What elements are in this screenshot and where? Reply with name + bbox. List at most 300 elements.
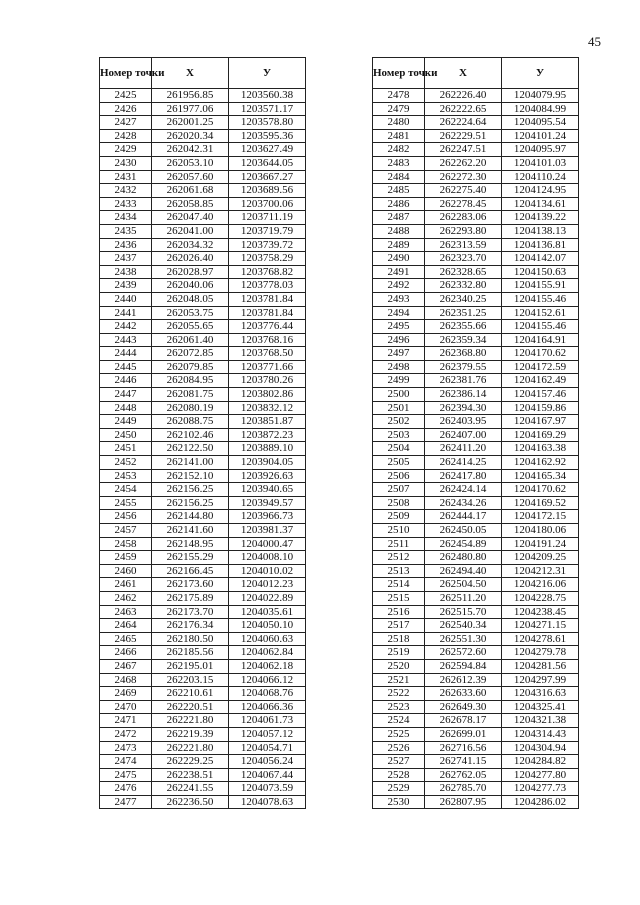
- cell-point-number: 2445: [100, 360, 152, 374]
- cell-x: 262515.70: [425, 605, 502, 619]
- table-row: [373, 374, 579, 388]
- table-row: [100, 755, 306, 769]
- cell-y: 1204012.23: [229, 578, 306, 592]
- cell-y: 1203966.73: [229, 510, 306, 524]
- cell-point-number: 2511: [373, 537, 425, 551]
- table-row: [373, 170, 579, 184]
- table-row: [100, 727, 306, 741]
- cell-x: 262155.29: [152, 551, 229, 565]
- table-row: [373, 551, 579, 565]
- cell-y: 1204157.46: [502, 388, 579, 402]
- cell-point-number: 2506: [373, 469, 425, 483]
- table-row: [100, 388, 306, 402]
- cell-x: 262262.20: [425, 156, 502, 170]
- cell-x: 262551.30: [425, 632, 502, 646]
- cell-x: 262741.15: [425, 755, 502, 769]
- cell-x: 262275.40: [425, 184, 502, 198]
- cell-point-number: 2508: [373, 496, 425, 510]
- cell-x: 262407.00: [425, 428, 502, 442]
- table-row: [373, 687, 579, 701]
- cell-point-number: 2476: [100, 782, 152, 796]
- table-row: [373, 211, 579, 225]
- table-row: [100, 102, 306, 116]
- table-row: [100, 673, 306, 687]
- cell-y: 1203739.72: [229, 238, 306, 252]
- table-row: [100, 360, 306, 374]
- cell-y: 1204139.22: [502, 211, 579, 225]
- cell-y: 1204057.12: [229, 727, 306, 741]
- table-row: [100, 632, 306, 646]
- cell-x: 262323.70: [425, 252, 502, 266]
- cell-x: 262411.20: [425, 442, 502, 456]
- cell-x: 262241.55: [152, 782, 229, 796]
- cell-point-number: 2431: [100, 170, 152, 184]
- cell-y: 1204061.73: [229, 714, 306, 728]
- cell-y: 1203926.63: [229, 469, 306, 483]
- cell-y: 1204095.97: [502, 143, 579, 157]
- cell-y: 1204209.25: [502, 551, 579, 565]
- cell-point-number: 2468: [100, 673, 152, 687]
- table-row: [373, 632, 579, 646]
- cell-point-number: 2510: [373, 524, 425, 538]
- cell-x: 262122.50: [152, 442, 229, 456]
- cell-y: 1203949.57: [229, 496, 306, 510]
- cell-point-number: 2448: [100, 401, 152, 415]
- cell-point-number: 2530: [373, 795, 425, 809]
- cell-y: 1204101.24: [502, 129, 579, 143]
- cell-x: 262424.14: [425, 483, 502, 497]
- cell-y: 1203644.05: [229, 156, 306, 170]
- cell-y: 1204321.38: [502, 714, 579, 728]
- cell-y: 1203981.37: [229, 524, 306, 538]
- cell-y: 1203832.12: [229, 401, 306, 415]
- header-x: Х: [425, 58, 502, 89]
- cell-point-number: 2496: [373, 333, 425, 347]
- cell-point-number: 2426: [100, 102, 152, 116]
- cell-point-number: 2465: [100, 632, 152, 646]
- cell-point-number: 2456: [100, 510, 152, 524]
- table-row: [100, 483, 306, 497]
- cell-x: 262028.97: [152, 265, 229, 279]
- table-row: [100, 224, 306, 238]
- cell-x: 262058.85: [152, 197, 229, 211]
- table-row: [373, 428, 579, 442]
- cell-y: 1203768.82: [229, 265, 306, 279]
- cell-y: 1204155.46: [502, 292, 579, 306]
- cell-x: 262055.65: [152, 320, 229, 334]
- cell-x: 262222.65: [425, 102, 502, 116]
- cell-x: 262048.05: [152, 292, 229, 306]
- table-row: [100, 700, 306, 714]
- cell-x: 262444.17: [425, 510, 502, 524]
- table-row: [373, 741, 579, 755]
- cell-point-number: 2430: [100, 156, 152, 170]
- table-row: [100, 687, 306, 701]
- cell-x: 262001.25: [152, 116, 229, 130]
- cell-x: 262480.80: [425, 551, 502, 565]
- cell-x: 262084.95: [152, 374, 229, 388]
- cell-point-number: 2475: [100, 768, 152, 782]
- cell-x: 262403.95: [425, 415, 502, 429]
- cell-x: 262219.39: [152, 727, 229, 741]
- table-row: [100, 333, 306, 347]
- cell-x: 262807.95: [425, 795, 502, 809]
- cell-x: 262173.70: [152, 605, 229, 619]
- cell-point-number: 2504: [373, 442, 425, 456]
- cell-y: 1204277.73: [502, 782, 579, 796]
- cell-x: 262210.61: [152, 687, 229, 701]
- table-row: [100, 714, 306, 728]
- cell-x: 262041.00: [152, 224, 229, 238]
- cell-y: 1204152.61: [502, 306, 579, 320]
- table-row: [373, 510, 579, 524]
- cell-y: 1204138.13: [502, 224, 579, 238]
- cell-y: 1203802.86: [229, 388, 306, 402]
- cell-y: 1203904.05: [229, 456, 306, 470]
- cell-x: 262141.60: [152, 524, 229, 538]
- cell-y: 1203595.36: [229, 129, 306, 143]
- table-row: [100, 306, 306, 320]
- coordinates-table-right: [372, 57, 579, 809]
- cell-point-number: 2449: [100, 415, 152, 429]
- cell-y: 1204155.91: [502, 279, 579, 293]
- table-row: [373, 537, 579, 551]
- cell-y: 1204286.02: [502, 795, 579, 809]
- table-row: [373, 184, 579, 198]
- cell-x: 262185.56: [152, 646, 229, 660]
- cell-y: 1204110.24: [502, 170, 579, 184]
- cell-y: 1203780.26: [229, 374, 306, 388]
- cell-point-number: 2503: [373, 428, 425, 442]
- cell-point-number: 2488: [373, 224, 425, 238]
- table-row: [100, 374, 306, 388]
- cell-y: 1204278.61: [502, 632, 579, 646]
- cell-y: 1204050.10: [229, 619, 306, 633]
- table-row: [373, 795, 579, 809]
- table-row: [100, 415, 306, 429]
- table-row: [373, 292, 579, 306]
- cell-point-number: 2524: [373, 714, 425, 728]
- cell-y: 1203667.27: [229, 170, 306, 184]
- cell-x: 262649.30: [425, 700, 502, 714]
- table-row: [373, 197, 579, 211]
- cell-point-number: 2453: [100, 469, 152, 483]
- cell-point-number: 2492: [373, 279, 425, 293]
- cell-y: 1204180.06: [502, 524, 579, 538]
- cell-x: 262351.25: [425, 306, 502, 320]
- cell-x: 262226.40: [425, 89, 502, 103]
- cell-point-number: 2469: [100, 687, 152, 701]
- table-row: [100, 510, 306, 524]
- cell-y: 1204169.29: [502, 428, 579, 442]
- cell-point-number: 2515: [373, 591, 425, 605]
- table-row: [373, 401, 579, 415]
- cell-y: 1203689.56: [229, 184, 306, 198]
- cell-y: 1204277.80: [502, 768, 579, 782]
- cell-point-number: 2523: [373, 700, 425, 714]
- header-y: У: [229, 58, 306, 89]
- cell-x: 262020.34: [152, 129, 229, 143]
- cell-point-number: 2477: [100, 795, 152, 809]
- cell-y: 1204062.18: [229, 659, 306, 673]
- cell-x: 262572.60: [425, 646, 502, 660]
- cell-point-number: 2434: [100, 211, 152, 225]
- cell-y: 1204067.44: [229, 768, 306, 782]
- cell-x: 262221.80: [152, 741, 229, 755]
- cell-x: 262102.46: [152, 428, 229, 442]
- cell-y: 1204101.03: [502, 156, 579, 170]
- cell-point-number: 2459: [100, 551, 152, 565]
- cell-y: 1203571.17: [229, 102, 306, 116]
- cell-x: 262144.80: [152, 510, 229, 524]
- cell-point-number: 2512: [373, 551, 425, 565]
- cell-point-number: 2479: [373, 102, 425, 116]
- table-row: [100, 646, 306, 660]
- cell-point-number: 2473: [100, 741, 152, 755]
- table-row: [373, 564, 579, 578]
- table-row: [100, 292, 306, 306]
- cell-y: 1204022.89: [229, 591, 306, 605]
- cell-x: 262386.14: [425, 388, 502, 402]
- table-row: [373, 143, 579, 157]
- table-row: [100, 619, 306, 633]
- cell-point-number: 2471: [100, 714, 152, 728]
- cell-point-number: 2490: [373, 252, 425, 266]
- table-row: [373, 524, 579, 538]
- cell-y: 1204170.62: [502, 347, 579, 361]
- cell-point-number: 2482: [373, 143, 425, 157]
- cell-x: 262042.31: [152, 143, 229, 157]
- table-row: [100, 170, 306, 184]
- table-row: [100, 496, 306, 510]
- table-row: [373, 306, 579, 320]
- table-row: [100, 524, 306, 538]
- cell-point-number: 2493: [373, 292, 425, 306]
- cell-x: 262340.25: [425, 292, 502, 306]
- cell-point-number: 2446: [100, 374, 152, 388]
- cell-x: 262229.51: [425, 129, 502, 143]
- cell-x: 262272.30: [425, 170, 502, 184]
- cell-y: 1204314.43: [502, 727, 579, 741]
- cell-point-number: 2518: [373, 632, 425, 646]
- table-row: [100, 279, 306, 293]
- table-row: [100, 782, 306, 796]
- cell-y: 1204284.82: [502, 755, 579, 769]
- cell-x: 262079.85: [152, 360, 229, 374]
- table-row: [100, 795, 306, 809]
- cell-point-number: 2520: [373, 659, 425, 673]
- cell-y: 1204238.45: [502, 605, 579, 619]
- cell-y: 1204066.36: [229, 700, 306, 714]
- cell-x: 262612.39: [425, 673, 502, 687]
- cell-x: 262332.80: [425, 279, 502, 293]
- cell-y: 1204169.52: [502, 496, 579, 510]
- table-row: [100, 537, 306, 551]
- cell-point-number: 2472: [100, 727, 152, 741]
- cell-x: 262633.60: [425, 687, 502, 701]
- cell-y: 1203560.38: [229, 89, 306, 103]
- header-x: Х: [152, 58, 229, 89]
- table-row: [100, 156, 306, 170]
- cell-y: 1204008.10: [229, 551, 306, 565]
- cell-x: 262061.68: [152, 184, 229, 198]
- table-row: [373, 360, 579, 374]
- cell-x: 262152.10: [152, 469, 229, 483]
- cell-y: 1204142.07: [502, 252, 579, 266]
- cell-y: 1204068.76: [229, 687, 306, 701]
- cell-point-number: 2461: [100, 578, 152, 592]
- cell-x: 262156.25: [152, 496, 229, 510]
- cell-y: 1204062.84: [229, 646, 306, 660]
- cell-x: 262368.80: [425, 347, 502, 361]
- cell-y: 1204073.59: [229, 782, 306, 796]
- cell-y: 1204325.41: [502, 700, 579, 714]
- cell-y: 1204056.24: [229, 755, 306, 769]
- cell-y: 1204170.62: [502, 483, 579, 497]
- cell-point-number: 2457: [100, 524, 152, 538]
- cell-y: 1203778.03: [229, 279, 306, 293]
- cell-y: 1203781.84: [229, 292, 306, 306]
- table-row: [100, 252, 306, 266]
- cell-point-number: 2435: [100, 224, 152, 238]
- cell-x: 262355.66: [425, 320, 502, 334]
- table-row: [100, 768, 306, 782]
- cell-x: 262053.10: [152, 156, 229, 170]
- cell-point-number: 2501: [373, 401, 425, 415]
- table-row: [100, 184, 306, 198]
- cell-point-number: 2528: [373, 768, 425, 782]
- cell-x: 262785.70: [425, 782, 502, 796]
- cell-point-number: 2486: [373, 197, 425, 211]
- table-row: [100, 591, 306, 605]
- cell-y: 1204010.02: [229, 564, 306, 578]
- table-row: [373, 714, 579, 728]
- table-row: [100, 197, 306, 211]
- table-row: [373, 156, 579, 170]
- cell-point-number: 2526: [373, 741, 425, 755]
- cell-point-number: 2440: [100, 292, 152, 306]
- cell-y: 1204165.34: [502, 469, 579, 483]
- cell-point-number: 2442: [100, 320, 152, 334]
- cell-x: 262224.64: [425, 116, 502, 130]
- cell-y: 1204216.06: [502, 578, 579, 592]
- cell-point-number: 2460: [100, 564, 152, 578]
- cell-point-number: 2432: [100, 184, 152, 198]
- cell-point-number: 2444: [100, 347, 152, 361]
- table-header-row: [373, 58, 579, 89]
- cell-x: 262221.80: [152, 714, 229, 728]
- table-row: [100, 143, 306, 157]
- cell-point-number: 2495: [373, 320, 425, 334]
- cell-point-number: 2521: [373, 673, 425, 687]
- cell-y: 1203889.10: [229, 442, 306, 456]
- cell-y: 1204212.31: [502, 564, 579, 578]
- table-row: [373, 347, 579, 361]
- cell-point-number: 2437: [100, 252, 152, 266]
- table-row: [373, 116, 579, 130]
- cell-x: 262156.25: [152, 483, 229, 497]
- cell-point-number: 2519: [373, 646, 425, 660]
- cell-x: 262678.17: [425, 714, 502, 728]
- cell-y: 1204035.61: [229, 605, 306, 619]
- cell-x: 262148.95: [152, 537, 229, 551]
- cell-x: 262203.15: [152, 673, 229, 687]
- cell-point-number: 2463: [100, 605, 152, 619]
- cell-point-number: 2481: [373, 129, 425, 143]
- cell-point-number: 2458: [100, 537, 152, 551]
- cell-point-number: 2489: [373, 238, 425, 252]
- cell-x: 262176.34: [152, 619, 229, 633]
- cell-x: 262057.60: [152, 170, 229, 184]
- table-row: [373, 782, 579, 796]
- cell-point-number: 2527: [373, 755, 425, 769]
- table-row: [373, 102, 579, 116]
- table-row: [100, 129, 306, 143]
- header-point-number: Номер точки: [373, 58, 425, 89]
- cell-point-number: 2514: [373, 578, 425, 592]
- cell-point-number: 2470: [100, 700, 152, 714]
- cell-x: 262047.40: [152, 211, 229, 225]
- cell-x: 261956.85: [152, 89, 229, 103]
- table-row: [100, 347, 306, 361]
- cell-x: 262080.19: [152, 401, 229, 415]
- cell-point-number: 2499: [373, 374, 425, 388]
- cell-x: 262238.51: [152, 768, 229, 782]
- cell-x: 262699.01: [425, 727, 502, 741]
- cell-x: 262494.40: [425, 564, 502, 578]
- cell-point-number: 2438: [100, 265, 152, 279]
- cell-y: 1203851.87: [229, 415, 306, 429]
- cell-point-number: 2452: [100, 456, 152, 470]
- cell-point-number: 2516: [373, 605, 425, 619]
- cell-y: 1203771.66: [229, 360, 306, 374]
- cell-y: 1203768.16: [229, 333, 306, 347]
- table-row: [373, 89, 579, 103]
- cell-y: 1204150.63: [502, 265, 579, 279]
- cell-y: 1204228.75: [502, 591, 579, 605]
- cell-y: 1203781.84: [229, 306, 306, 320]
- cell-x: 262061.40: [152, 333, 229, 347]
- table-row: [373, 252, 579, 266]
- cell-point-number: 2433: [100, 197, 152, 211]
- cell-x: 262180.50: [152, 632, 229, 646]
- cell-y: 1204155.46: [502, 320, 579, 334]
- cell-y: 1204162.49: [502, 374, 579, 388]
- cell-x: 262379.55: [425, 360, 502, 374]
- cell-x: 262540.34: [425, 619, 502, 633]
- cell-point-number: 2517: [373, 619, 425, 633]
- cell-point-number: 2447: [100, 388, 152, 402]
- cell-y: 1203719.79: [229, 224, 306, 238]
- cell-point-number: 2491: [373, 265, 425, 279]
- table-row: [100, 442, 306, 456]
- cell-y: 1204054.71: [229, 741, 306, 755]
- table-row: [100, 238, 306, 252]
- cell-y: 1204078.63: [229, 795, 306, 809]
- cell-y: 1203768.50: [229, 347, 306, 361]
- cell-y: 1203578.80: [229, 116, 306, 130]
- cell-y: 1204136.81: [502, 238, 579, 252]
- cell-x: 262511.20: [425, 591, 502, 605]
- cell-point-number: 2455: [100, 496, 152, 510]
- table-row: [373, 578, 579, 592]
- table-row: [373, 496, 579, 510]
- cell-point-number: 2494: [373, 306, 425, 320]
- table-row: [100, 401, 306, 415]
- cell-x: 262293.80: [425, 224, 502, 238]
- table-row: [373, 755, 579, 769]
- cell-x: 262072.85: [152, 347, 229, 361]
